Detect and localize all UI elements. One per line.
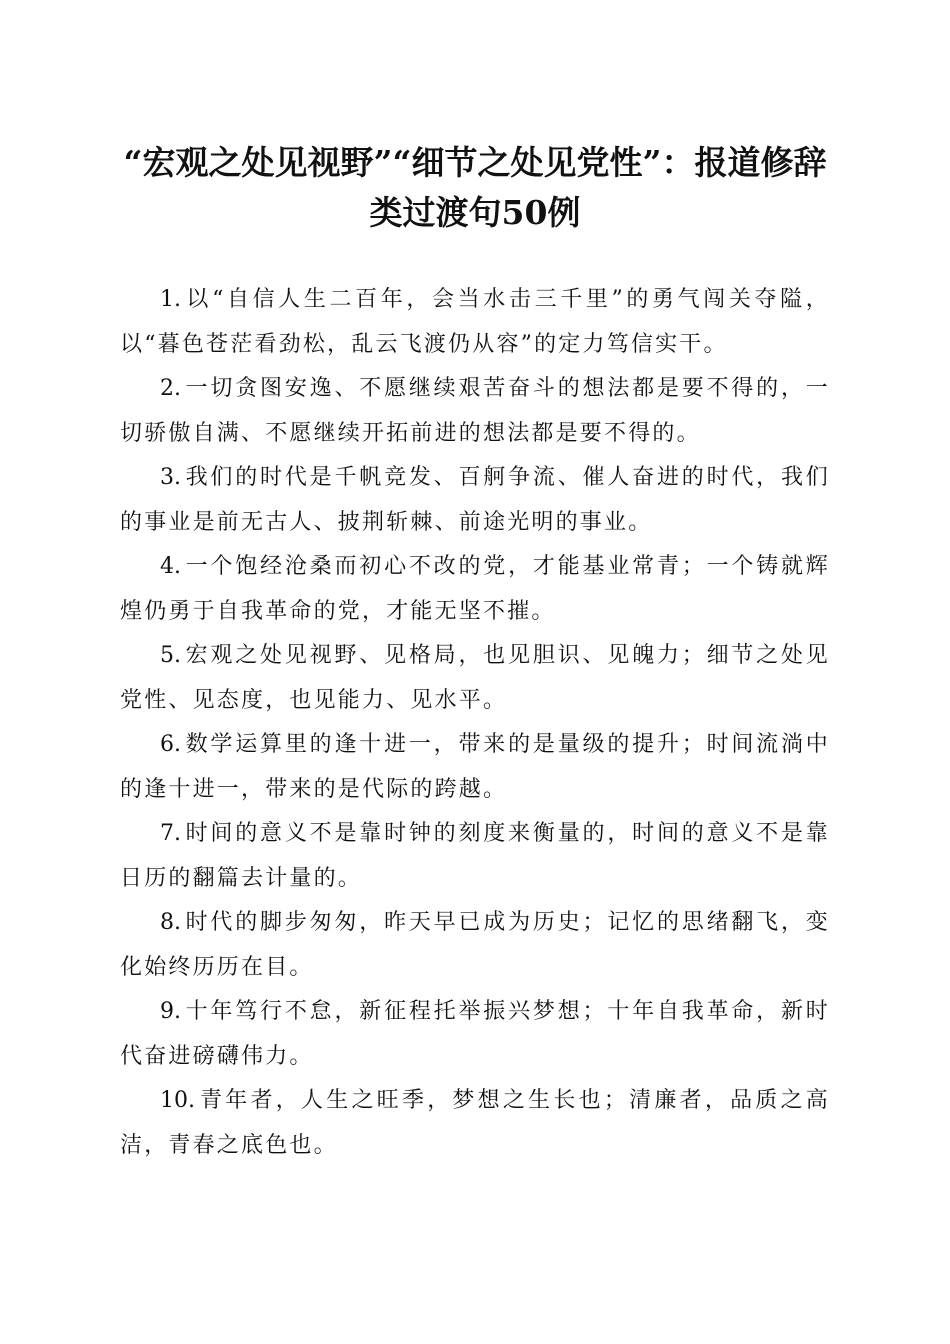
list-item xyxy=(120,1079,830,1168)
item-text: 时代的脚步匆匆，昨天早已成为历史；记忆的思绪翻飞，变化始终历历在目。 xyxy=(120,910,830,980)
item-text: 我们的时代是千帆竞发、百舸争流、催人奋进的时代，我们的事业是前无古人、披荆斩棘、前途光明的事业。 xyxy=(120,465,830,535)
list-item xyxy=(120,545,830,634)
item-text: 一切贪图安逸、不愿继续艰苦奋斗的想法都是要不得的，一切骄傲自满、不愿继续开拓前进的想法都是要不得的。 xyxy=(120,376,830,446)
list-item xyxy=(120,367,830,456)
item-number: 2. xyxy=(160,376,181,401)
list-item xyxy=(120,723,830,812)
item-text: 十年笃行不怠，新征程托举振兴梦想；十年自我革命，新时代奋进磅礴伟力。 xyxy=(120,999,830,1069)
list-item xyxy=(120,278,830,367)
item-number: 4. xyxy=(160,554,181,579)
item-number: 1. xyxy=(160,287,181,312)
item-number: 7. xyxy=(160,821,181,846)
item-number: 3. xyxy=(160,465,181,490)
item-number: 9. xyxy=(160,999,181,1024)
list-item xyxy=(120,990,830,1079)
item-text: 以“自信人生二百年，会当水击三千里”的勇气闯关夺隘，以“暮色苍茫看劲松，乱云飞渡仍从容”的定力笃信实干。 xyxy=(120,287,830,357)
list-item xyxy=(120,901,830,990)
item-text: 宏观之处见视野、见格局，也见胆识、见魄力；细节之处见党性、见态度，也见能力、见水平。 xyxy=(120,643,830,713)
list-item xyxy=(120,634,830,723)
document-body xyxy=(120,278,830,1168)
item-text: 时间的意义不是靠时钟的刻度来衡量的，时间的意义不是靠日历的翻篇去计量的。 xyxy=(120,821,830,891)
list-item xyxy=(120,812,830,901)
item-text: 一个饱经沧桑而初心不改的党，才能基业常青；一个铸就辉煌仍勇于自我革命的党，才能无坚不摧。 xyxy=(120,554,830,624)
item-number: 8. xyxy=(160,910,181,935)
document-title: “宏观之处见视野”“细节之处见党性”：报道修辞类过渡句50例 xyxy=(123,143,827,232)
list-item xyxy=(120,456,830,545)
item-text: 青年者，人生之旺季，梦想之生长也；清廉者，品质之高洁，青春之底色也。 xyxy=(120,1088,830,1158)
item-number: 10. xyxy=(160,1088,195,1113)
item-number: 5. xyxy=(160,643,181,668)
item-text: 数学运算里的逢十进一，带来的是量级的提升；时间流淌中的逢十进一，带来的是代际的跨越。 xyxy=(120,732,830,802)
item-number: 6. xyxy=(160,732,181,757)
